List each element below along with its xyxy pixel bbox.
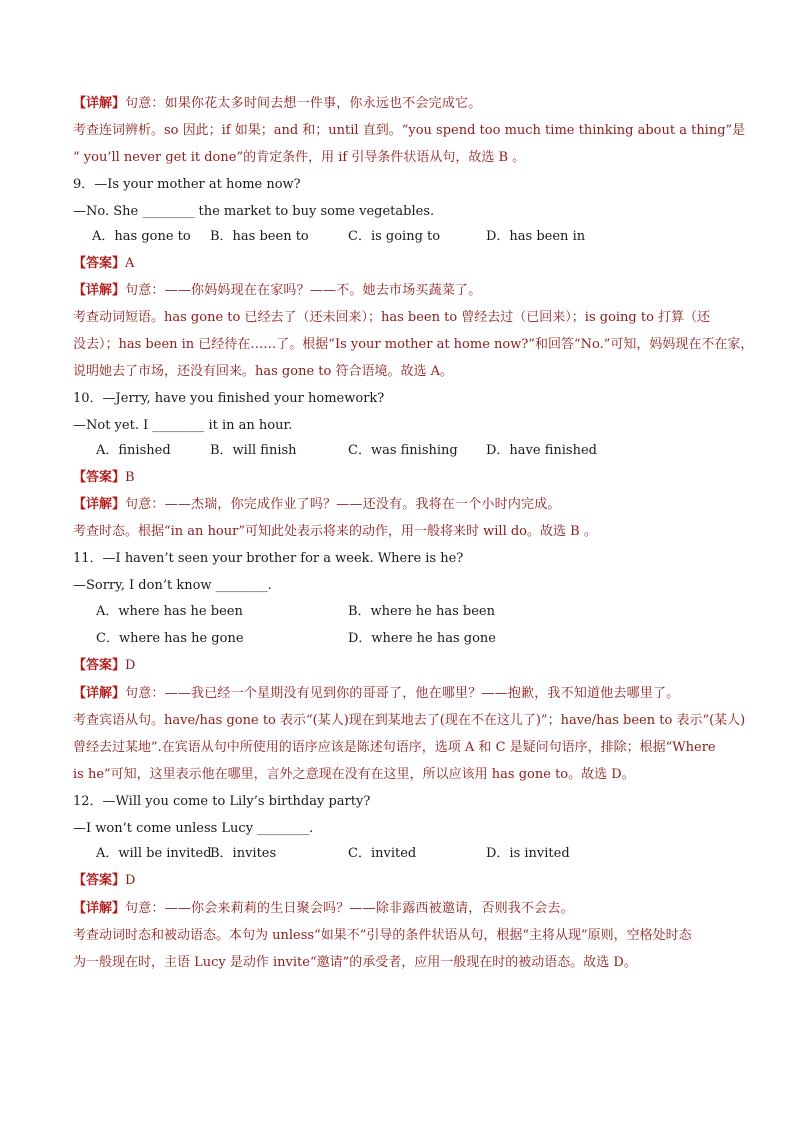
analysis-line: 考查宾语从句。have/has gone to 表示“(某人)现在到某地去了(现在不在这儿了)”；have/has been to 表示“(某人) bbox=[73, 713, 746, 728]
question-line bbox=[73, 177, 733, 193]
detail-line bbox=[73, 686, 733, 702]
option-a: A．finished bbox=[96, 443, 171, 458]
analysis-line: 考查动词时态和被动语态。本句为 unless“如果不”引导的条件状语从句，根据“主将从现”原则，空格处时态 bbox=[73, 928, 692, 943]
answer-tag: 【答案】 bbox=[73, 256, 126, 271]
question-line bbox=[73, 794, 733, 810]
option-d: D．where he has gone bbox=[348, 631, 496, 646]
option-b: B．where he has been bbox=[348, 604, 495, 619]
option-c: C．invited bbox=[348, 846, 417, 861]
option-d: D．is invited bbox=[486, 846, 570, 861]
answer-value: D bbox=[125, 873, 136, 888]
question-text: —Is your mother at home now? bbox=[94, 177, 301, 192]
analysis-line: 说明她去了市场，还没有回来。has gone to 符合语境。故选 A。 bbox=[73, 364, 453, 379]
detail-meaning: 句意：——杰瑞，你完成作业了吗？——还没有。我将在一个小时内完成。 bbox=[125, 497, 561, 512]
detail-meaning: 句意：——我已经一个星期没有见到你的哥哥了，他在哪里？——抱歉，我不知道他去哪里了。 bbox=[125, 686, 680, 701]
analysis-line: “ you’ll never get it done”的肯定条件，用 if 引导条件状语从句，故选 B 。 bbox=[73, 150, 526, 165]
answer-value: D bbox=[125, 658, 136, 673]
question-number: 9． bbox=[73, 177, 95, 192]
detail-line bbox=[73, 283, 733, 299]
question-line: —Not yet. I ________ it in an hour. bbox=[73, 418, 293, 433]
question-text: —Jerry, have you finished your homework? bbox=[102, 391, 385, 406]
question-number: 10． bbox=[73, 391, 103, 406]
option-b: B．has been to bbox=[210, 229, 309, 244]
question-text: —I haven’t seen your brother for a week. Where is he? bbox=[102, 551, 464, 566]
answer-tag: 【答案】 bbox=[73, 658, 126, 673]
analysis-line: 没去）；has been in 已经待在……了。根据“Is your mother at home now?”和回答“No.”可知，妈妈现在不在家， bbox=[73, 337, 754, 352]
answer-line bbox=[73, 256, 733, 272]
analysis-line: 考查连词辨析。so 因此；if 如果；and 和；until 直到。“you spend too much time thinking about a thing”是 bbox=[73, 123, 746, 138]
answer-line bbox=[73, 873, 733, 889]
answer-tag: 【答案】 bbox=[73, 470, 126, 485]
analysis-line: 曾经去过某地”.在宾语从句中所使用的语序应该是陈述句语序，选项 A 和 C 是疑问句语序，排除；根据“Where bbox=[73, 740, 716, 755]
option-d: D．have finished bbox=[486, 443, 597, 458]
answer-value: B bbox=[125, 470, 135, 485]
question-line bbox=[73, 391, 733, 407]
question-number: 11． bbox=[73, 551, 103, 566]
detail-tag: 【详解】 bbox=[73, 283, 126, 298]
option-c: C．where has he gone bbox=[96, 631, 244, 646]
answer-line bbox=[73, 658, 733, 674]
option-a: A．has gone to bbox=[92, 229, 191, 244]
option-a: A．where has he been bbox=[96, 604, 243, 619]
detail-tag: 【详解】 bbox=[73, 96, 126, 111]
question-line bbox=[73, 551, 733, 567]
question-line: —I won’t come unless Lucy ________. bbox=[73, 821, 314, 836]
detail-meaning: 句意：如果你花太多时间去想一件事，你永远也不会完成它。 bbox=[125, 96, 482, 111]
detail-line bbox=[73, 901, 733, 917]
detail-line bbox=[73, 497, 733, 513]
analysis-line: 考查时态。根据“in an hour”可知此处表示将来的动作，用一般将来时 will do。故选 B 。 bbox=[73, 524, 597, 539]
option-c: C．is going to bbox=[348, 229, 441, 244]
option-a: A．will be invited bbox=[96, 846, 212, 861]
detail-tag: 【详解】 bbox=[73, 901, 126, 916]
option-c: C．was finishing bbox=[348, 443, 458, 458]
detail-tag: 【详解】 bbox=[73, 497, 126, 512]
answer-value: A bbox=[125, 256, 135, 271]
option-b: B．invites bbox=[210, 846, 277, 861]
option-d: D．has been in bbox=[486, 229, 586, 244]
answer-line bbox=[73, 470, 733, 486]
detail-meaning: 句意：——你会来莉莉的生日聚会吗？——除非露西被邀请，否则我不会去。 bbox=[125, 901, 574, 916]
analysis-line: is he”可知，这里表示他在哪里，言外之意现在没有在这里，所以应该用 has gone to。故选 D。 bbox=[73, 767, 635, 782]
detail-line bbox=[73, 96, 733, 112]
answer-tag: 【答案】 bbox=[73, 873, 126, 888]
detail-tag: 【详解】 bbox=[73, 686, 126, 701]
question-text: —Will you come to Lily’s birthday party? bbox=[102, 794, 371, 809]
detail-meaning: 句意：——你妈妈现在在家吗？——不。她去市场买蔬菜了。 bbox=[125, 283, 482, 298]
question-line: —No. She ________ the market to buy some vegetables. bbox=[73, 204, 435, 219]
question-line: —Sorry, I don’t know ________. bbox=[73, 578, 272, 593]
question-number: 12． bbox=[73, 794, 103, 809]
analysis-line: 考查动词短语。has gone to 已经去了（还未回来）；has been to 曾经去过（已回来）；is going to 打算（还 bbox=[73, 310, 711, 325]
option-b: B．will finish bbox=[210, 443, 297, 458]
analysis-line: 为一般现在时，主语 Lucy 是动作 invite“邀请”的承受者，应用一般现在时的被动语态。故选 D。 bbox=[73, 955, 637, 970]
